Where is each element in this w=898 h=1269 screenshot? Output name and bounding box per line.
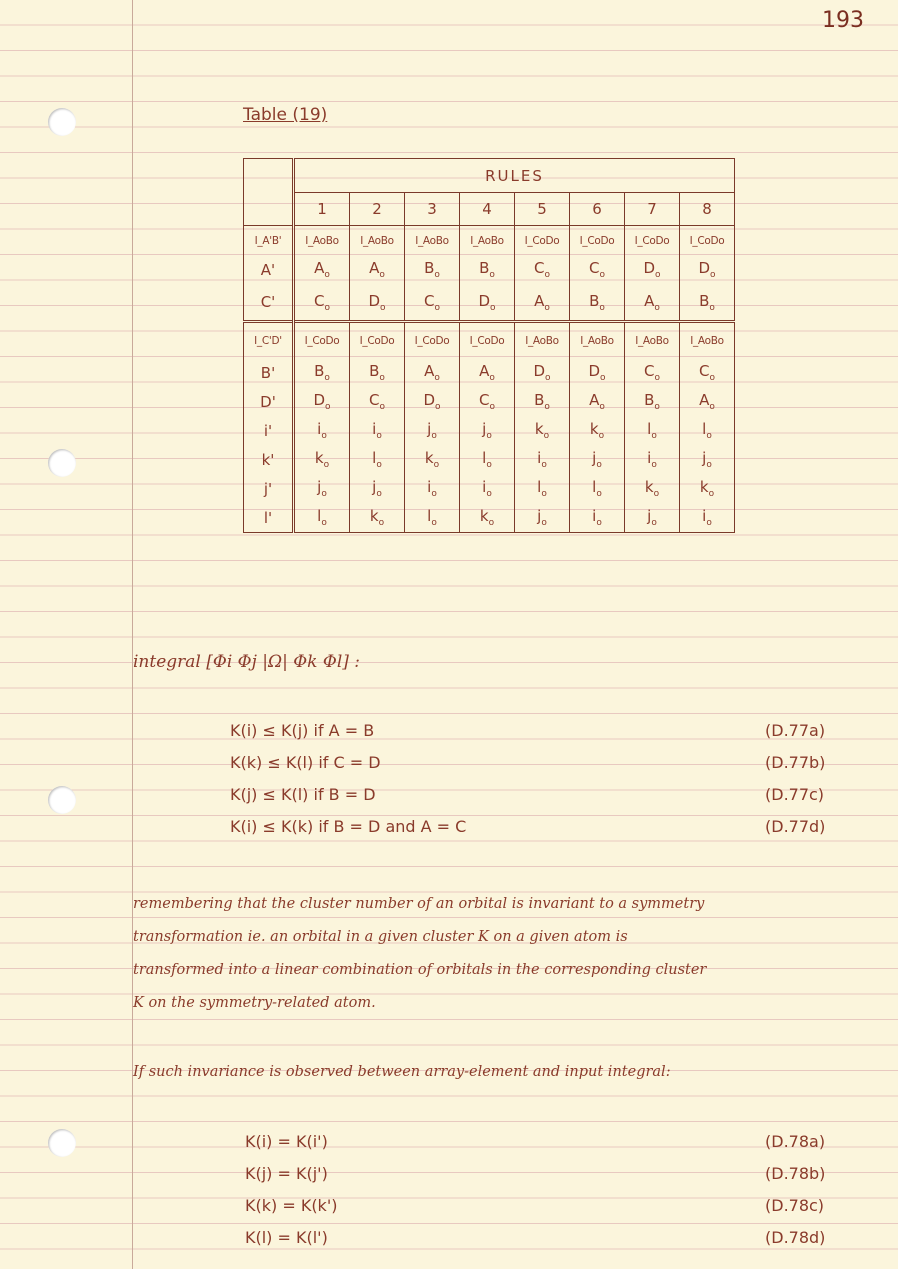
table-cell: $D_o$ [680, 255, 735, 284]
corner-cell [244, 159, 294, 226]
punch-hole [48, 108, 76, 136]
table-cell: $k_o$ [570, 416, 625, 445]
table-cell: $l_o$ [680, 416, 735, 445]
rule-number: 4 [460, 193, 515, 226]
equation-tag: (D.78c) [765, 1196, 825, 1215]
table-cell: $k_o$ [625, 474, 680, 503]
table-cell: $C_o$ [515, 255, 570, 284]
equality-expression: K(k) = K(k') [245, 1196, 338, 1215]
table-cell: $B_o$ [460, 255, 515, 284]
table-title: Table (19) [243, 105, 328, 125]
row-label: A' [244, 255, 294, 284]
table-cell: I_CoDo [570, 226, 625, 256]
table-cell: $j_o$ [460, 416, 515, 445]
table-cell: I_AoBo [570, 322, 625, 359]
table-cell: $C_o$ [460, 387, 515, 416]
row-label: I_C'D' [244, 322, 294, 359]
table-cell: $C_o$ [680, 358, 735, 387]
table-cell: $k_o$ [405, 445, 460, 474]
row-label: j' [244, 474, 294, 503]
row-label: C' [244, 284, 294, 322]
table-cell: $k_o$ [680, 474, 735, 503]
table-cell: $C_o$ [294, 284, 350, 322]
row-label: k' [244, 445, 294, 474]
table-cell: $D_o$ [460, 284, 515, 322]
rule-number: 7 [625, 193, 680, 226]
table-cell: $B_o$ [680, 284, 735, 322]
row-label: B' [244, 358, 294, 387]
condition-expression: K(i) ≤ K(j) if A = B [230, 721, 375, 740]
table-cell: $A_o$ [294, 255, 350, 284]
table-cell: $B_o$ [625, 387, 680, 416]
table-cell: $i_o$ [680, 503, 735, 533]
table-cell: $l_o$ [460, 445, 515, 474]
table-cell: I_AoBo [625, 322, 680, 359]
table-cell: $B_o$ [515, 387, 570, 416]
table-cell: $A_o$ [625, 284, 680, 322]
table-cell: $k_o$ [350, 503, 405, 533]
punch-hole [48, 1129, 76, 1157]
table-cell: $i_o$ [570, 503, 625, 533]
table-cell: $l_o$ [625, 416, 680, 445]
table-cell: I_CoDo [350, 322, 405, 359]
table-cell: $C_o$ [570, 255, 625, 284]
table-cell: $i_o$ [294, 416, 350, 445]
equation-tag: (D.78a) [765, 1132, 826, 1151]
rule-number: 3 [405, 193, 460, 226]
table-cell: $j_o$ [294, 474, 350, 503]
punch-hole [48, 786, 76, 814]
paragraph-line: transformation ie. an orbital in a given cluster K on a given atom is [133, 929, 628, 945]
table-cell: $j_o$ [350, 474, 405, 503]
equation-tag: (D.77a) [765, 721, 826, 740]
row-label: I_A'B' [244, 226, 294, 256]
table-cell: $k_o$ [515, 416, 570, 445]
table-cell: $l_o$ [405, 503, 460, 533]
table-cell: I_CoDo [405, 322, 460, 359]
table-cell: I_AoBo [460, 226, 515, 256]
paragraph-line: K on the symmetry-related atom. [133, 995, 376, 1011]
table-cell: $A_o$ [570, 387, 625, 416]
table-cell: $j_o$ [625, 503, 680, 533]
equality-expression: K(i) = K(i') [245, 1132, 328, 1151]
rule-number: 8 [680, 193, 735, 226]
table-cell: I_CoDo [460, 322, 515, 359]
table-cell: $j_o$ [680, 445, 735, 474]
table-cell: $j_o$ [405, 416, 460, 445]
rule-number: 5 [515, 193, 570, 226]
table-cell: $B_o$ [405, 255, 460, 284]
table-cell: $D_o$ [294, 387, 350, 416]
table-cell: $D_o$ [625, 255, 680, 284]
table-cell: $D_o$ [515, 358, 570, 387]
table-cell: $D_o$ [405, 387, 460, 416]
rule-number: 6 [570, 193, 625, 226]
table-cell: $k_o$ [460, 503, 515, 533]
paragraph-line: remembering that the cluster number of an orbital is invariant to a symmetry [133, 896, 705, 912]
table-cell: $C_o$ [625, 358, 680, 387]
table-cell: I_AoBo [405, 226, 460, 256]
table-cell: $A_o$ [515, 284, 570, 322]
table-cell: $i_o$ [625, 445, 680, 474]
table-cell: $l_o$ [294, 503, 350, 533]
rules-header: RULES [294, 159, 735, 193]
table-cell: $A_o$ [680, 387, 735, 416]
row-label: l' [244, 503, 294, 533]
table-cell: $D_o$ [350, 284, 405, 322]
table-cell: I_CoDo [294, 322, 350, 359]
table-cell: $l_o$ [350, 445, 405, 474]
table-cell: $D_o$ [570, 358, 625, 387]
table-cell: $j_o$ [515, 503, 570, 533]
equation-tag: (D.77b) [765, 753, 826, 772]
table-cell: $B_o$ [294, 358, 350, 387]
condition-expression: K(j) ≤ K(l) if B = D [230, 785, 376, 804]
equality-expression: K(l) = K(l') [245, 1228, 328, 1247]
table-cell: $C_o$ [350, 387, 405, 416]
table-cell: $j_o$ [570, 445, 625, 474]
page-number: 193 [822, 8, 864, 33]
table-cell: $A_o$ [405, 358, 460, 387]
table-cell: I_CoDo [515, 226, 570, 256]
rule-number: 1 [294, 193, 350, 226]
condition-expression: K(i) ≤ K(k) if B = D and A = C [230, 817, 467, 836]
table-cell: $i_o$ [350, 416, 405, 445]
paragraph-line: transformed into a linear combination of orbitals in the corresponding cluster [133, 962, 707, 978]
table-cell: $B_o$ [350, 358, 405, 387]
table-cell: $i_o$ [460, 474, 515, 503]
table-cell: I_AoBo [350, 226, 405, 256]
table-cell: $B_o$ [570, 284, 625, 322]
table-cell: I_CoDo [625, 226, 680, 256]
equation-tag: (D.77d) [765, 817, 826, 836]
table-cell: I_CoDo [680, 226, 735, 256]
rule-number: 2 [350, 193, 405, 226]
table-cell: $A_o$ [350, 255, 405, 284]
equation-tag: (D.77c) [765, 785, 825, 804]
equality-expression: K(j) = K(j') [245, 1164, 328, 1183]
row-label: i' [244, 416, 294, 445]
equation-tag: (D.78d) [765, 1228, 826, 1247]
table-cell: $C_o$ [405, 284, 460, 322]
integral-label: integral [Φi Φj |Ω| Φk Φl] : [133, 652, 361, 672]
table-cell: $i_o$ [405, 474, 460, 503]
row-label: D' [244, 387, 294, 416]
table-cell: $l_o$ [515, 474, 570, 503]
condition-expression: K(k) ≤ K(l) if C = D [230, 753, 381, 772]
rules-table [243, 158, 735, 533]
invariance-line: If such invariance is observed between array-element and input integral: [133, 1064, 671, 1080]
table-cell: $l_o$ [570, 474, 625, 503]
punch-hole [48, 449, 76, 477]
table-cell: $A_o$ [460, 358, 515, 387]
table-cell: I_AoBo [680, 322, 735, 359]
table-cell: I_AoBo [294, 226, 350, 256]
equation-tag: (D.78b) [765, 1164, 826, 1183]
table-cell: I_AoBo [515, 322, 570, 359]
table-cell: $k_o$ [294, 445, 350, 474]
table-cell: $i_o$ [515, 445, 570, 474]
